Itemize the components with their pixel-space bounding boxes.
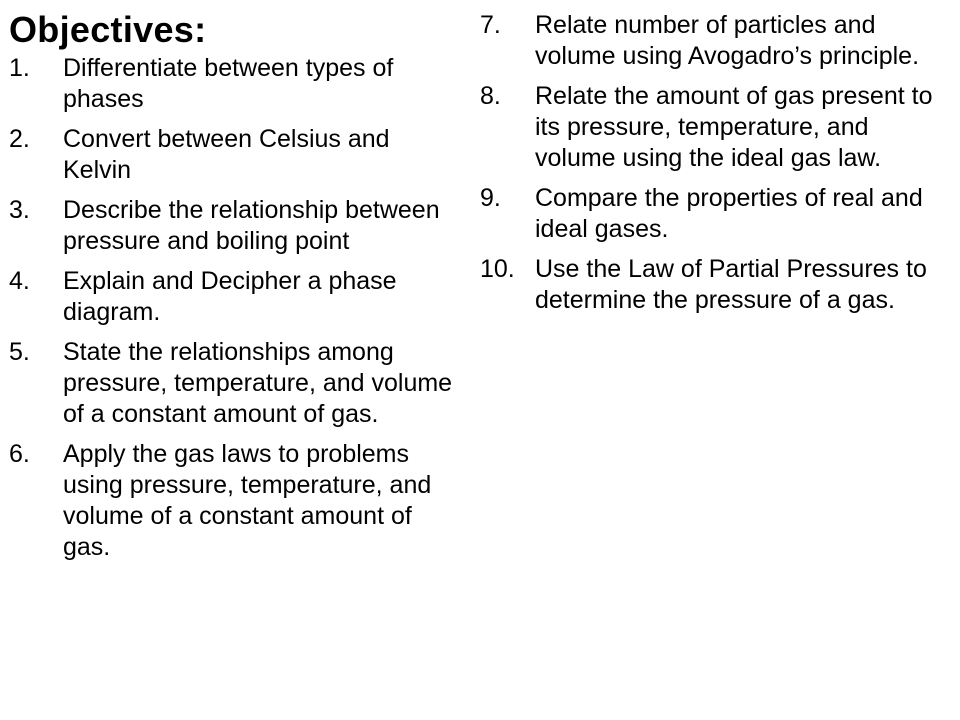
list-item: [9, 124, 464, 186]
item-number: 9.: [480, 184, 501, 212]
item-text: Describe the relationship between pressure and boiling point: [63, 196, 440, 255]
item-number: 8.: [480, 82, 501, 110]
list-item: [480, 183, 955, 245]
left-column: [9, 0, 464, 572]
list-item: [480, 10, 955, 72]
item-text: Relate the amount of gas present to its pressure, temperature, and volume using the ideal gas law.: [535, 82, 933, 172]
item-number: 5.: [9, 338, 30, 366]
list-item: [9, 195, 464, 257]
list-item: [480, 81, 955, 174]
item-number: 2.: [9, 125, 30, 153]
item-text: Compare the properties of real and ideal gases.: [535, 184, 923, 243]
item-number: 6.: [9, 440, 30, 468]
item-number: 10.: [480, 255, 515, 283]
right-column: [480, 10, 955, 325]
item-text: Differentiate between types of phases: [63, 54, 394, 113]
list-item: [480, 254, 955, 316]
item-number: 7.: [480, 11, 501, 39]
list-item: [9, 439, 464, 563]
list-item: [9, 337, 464, 430]
objectives-list-right: [480, 10, 955, 316]
page-title: Objectives:: [9, 9, 207, 50]
item-text: Apply the gas laws to problems using pressure, temperature, and volume of a constant amount of gas.: [63, 440, 432, 561]
item-number: 3.: [9, 196, 30, 224]
item-text: Use the Law of Partial Pressures to determine the pressure of a gas.: [535, 255, 927, 314]
item-text: State the relationships among pressure, temperature, and volume of a constant amount of gas.: [63, 338, 453, 428]
item-number: 1.: [9, 54, 30, 82]
list-item: [9, 266, 464, 328]
objectives-list-left: [9, 53, 464, 563]
item-text: Convert between Celsius and Kelvin: [63, 125, 390, 184]
item-text: Explain and Decipher a phase diagram.: [63, 267, 397, 326]
item-text: Relate number of particles and volume using Avogadro’s principle.: [535, 11, 920, 70]
list-item: [9, 53, 464, 115]
item-number: 4.: [9, 267, 30, 295]
